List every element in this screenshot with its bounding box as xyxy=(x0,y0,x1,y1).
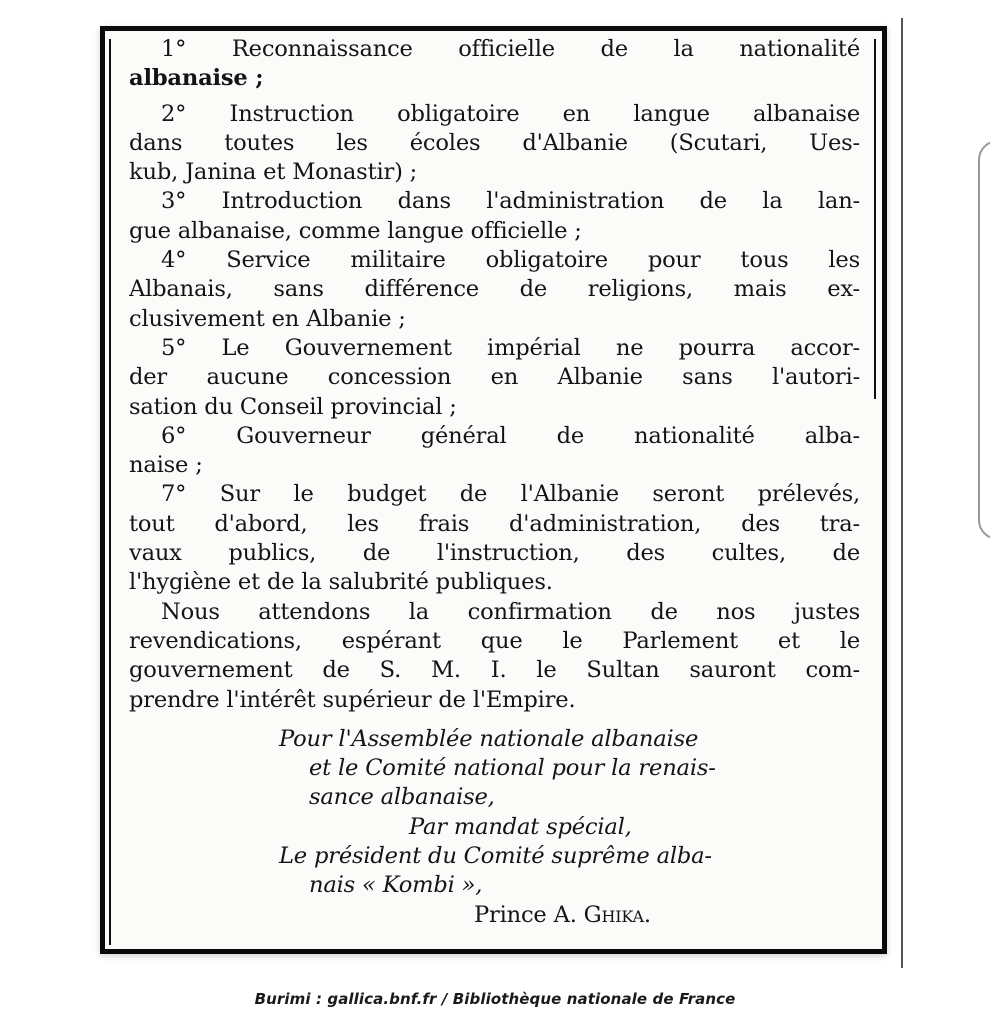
article-line: dans toutes les écoles d'Albanie (Scutari, Ues- xyxy=(129,129,860,156)
article-line: gue albanaise, comme langue officielle ; xyxy=(129,217,582,244)
signature-line5: Le président du Comité suprême alba- xyxy=(279,843,712,870)
article-line: gouvernement de S. M. I. le Sultan sauront com- xyxy=(129,657,860,684)
article-line: tout d'abord, les frais d'administration, des tra- xyxy=(129,510,860,537)
newspaper-clipping xyxy=(100,26,887,954)
signature-line6: nais « Kombi », xyxy=(309,872,483,899)
article-line: albanaise ; xyxy=(129,65,264,92)
article-line: prendre l'intérêt supérieur de l'Empire. xyxy=(129,686,576,713)
article-line: l'hygiène et de la salubrité publiques. xyxy=(129,569,553,596)
article-line: kub, Janina et Monastir) ; xyxy=(129,159,418,186)
signature-line4: Par mandat spécial, xyxy=(409,813,632,840)
signature-line1: Pour l'Assemblée nationale albanaise xyxy=(279,725,699,752)
article-line: clusivement en Albanie ; xyxy=(129,305,406,332)
article-line: Nous attendons la confirmation de nos justes xyxy=(161,598,860,625)
article-line: 7° Sur le budget de l'Albanie seront prélevés, xyxy=(161,481,860,508)
article-text xyxy=(129,35,860,930)
article-line: sation du Conseil provincial ; xyxy=(129,393,457,420)
article-line: 5° Le Gouvernement impérial ne pourra accor- xyxy=(161,334,860,361)
inner-rule-right xyxy=(874,39,876,399)
article-line: 3° Introduction dans l'administration de la lan- xyxy=(161,188,860,215)
signature-line3: sance albanaise, xyxy=(309,784,495,811)
article-line: 2° Instruction obligatoire en langue albanaise xyxy=(161,100,860,127)
article-line: revendications, espérant que le Parlement et le xyxy=(129,627,860,654)
article-line: 1° Reconnaissance officielle de la nationalité xyxy=(161,36,860,62)
side-panel-outline xyxy=(978,140,990,540)
signature-gap xyxy=(129,715,860,725)
signatory-prefix: Prince A. xyxy=(474,901,584,928)
signatory-surname: Ghika. xyxy=(583,901,651,928)
inner-rule-left xyxy=(109,39,111,945)
article-line: vaux publics, de l'instruction, des cultes, de xyxy=(129,540,860,567)
source-caption: Burimi : gallica.bnf.fr / Bibliothèque nationale de France xyxy=(254,990,736,1008)
article-line: naise ; xyxy=(129,452,203,479)
article-line: 4° Service militaire obligatoire pour tous les xyxy=(161,247,860,274)
vertical-divider xyxy=(901,18,903,968)
article-line: 6° Gouverneur général de nationalité alba- xyxy=(161,422,860,449)
signature-line2: et le Comité national pour la renais- xyxy=(309,755,716,782)
article-line: Albanais, sans différence de religions, mais ex- xyxy=(129,276,860,303)
signatory-name xyxy=(129,901,860,930)
article-line: der aucune concession en Albanie sans l'autori- xyxy=(129,364,860,391)
